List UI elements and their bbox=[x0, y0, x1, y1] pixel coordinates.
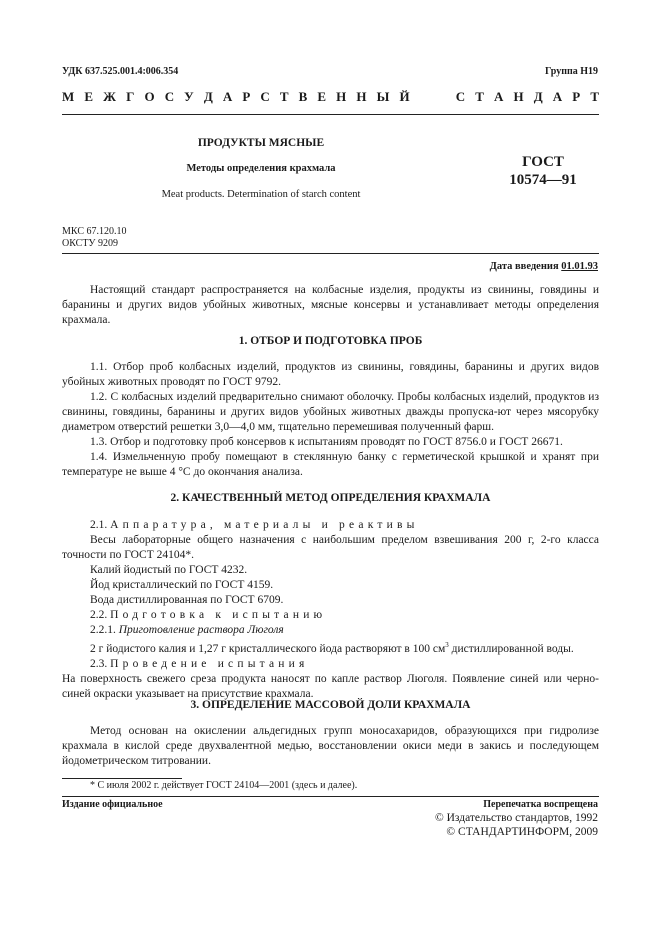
subsection-2-2 bbox=[62, 608, 599, 623]
subsection-2-1-number: 2.1. bbox=[90, 519, 108, 531]
mks-code: МКС 67.120.10 bbox=[62, 226, 127, 237]
para-2-3: На поверхность свежего среза продукта наносят по капле раствор Люголя. Появление синей или черно-синей окраски указывает на присутствие крахмала. bbox=[62, 672, 599, 700]
banner_right-letter: Т bbox=[590, 89, 599, 104]
banner_right-letter: С bbox=[455, 89, 466, 104]
gost-code: 10574—91 bbox=[509, 172, 577, 188]
para-3-1: Метод основан на окислении альдегидных групп моносахаридов, образующихся при гидролизе крахмала в кислой среде двухвалентной медью, восстановлении окиси меди в закись и последующем йодометрическом титровании. bbox=[62, 725, 599, 767]
banner_left-letter: С bbox=[260, 89, 270, 104]
section-2-body bbox=[62, 518, 599, 702]
subsection-2-3-title: Проведение испытания bbox=[110, 657, 309, 670]
para-2-1-iodine: Йод кристаллический по ГОСТ 4159. bbox=[90, 579, 274, 591]
copyright-publisher: © Издательство стандартов, 1992 bbox=[434, 812, 598, 824]
banner_left-letter: Д bbox=[203, 89, 213, 104]
banner_right-letter: А bbox=[552, 89, 563, 104]
banner_left-letter: Е bbox=[84, 89, 94, 104]
subsection-2-1 bbox=[62, 518, 599, 533]
banner_right-letter: Р bbox=[572, 89, 581, 104]
section-3-body bbox=[62, 724, 599, 769]
footnote: * С июля 2002 г. действует ГОСТ 24104—2001 (здесь и далее). bbox=[90, 780, 358, 791]
intro-date bbox=[490, 261, 598, 272]
section-3-heading: 3. ОПРЕДЕЛЕНИЕ МАССОВОЙ ДОЛИ КРАХМАЛА bbox=[190, 699, 471, 711]
banner_right-letter: А bbox=[494, 89, 504, 104]
banner_left-letter: Е bbox=[317, 89, 327, 104]
okstu-code: ОКСТУ 9209 bbox=[62, 238, 119, 249]
para-2-2-1-text-b: дистиллированной воды. bbox=[448, 642, 574, 655]
para-2-2-1-text-a: 2 г йодистого калия и 1,27 г кристаллического йода растворяют в 100 см bbox=[90, 642, 446, 655]
banner_left-letter: Н bbox=[356, 89, 367, 104]
reprint-notice: Перепечатка воспрещена bbox=[483, 799, 598, 810]
standard-banner bbox=[62, 89, 599, 107]
para-2-1-water: Вода дистиллированная по ГОСТ 6709. bbox=[90, 594, 284, 606]
subsection-2-3 bbox=[62, 657, 599, 672]
intro-date-label: Дата введения bbox=[489, 261, 559, 272]
banner_left-letter: В bbox=[298, 89, 308, 104]
banner_left-letter: Ж bbox=[103, 89, 116, 104]
para-1-1: 1.1. Отбор проб колбасных изделий, продуктов из свинины, говядины, баранины и других видов убойных животных проводят по ГОСТ 9792. bbox=[62, 361, 599, 388]
subsection-2-2-1-number: 2.2.1. bbox=[90, 624, 116, 636]
para-2-2-1-sup: 3 bbox=[445, 641, 449, 649]
para-2-1-kj: Калий йодистый по ГОСТ 4232. bbox=[90, 564, 248, 576]
gost-number bbox=[490, 153, 596, 189]
divider-top bbox=[62, 114, 599, 115]
subsection-2-2-1 bbox=[62, 623, 599, 638]
banner_left-letter: О bbox=[144, 89, 155, 104]
copyright-standartinform: © СТАНДАРТИНФОРМ, 2009 bbox=[446, 826, 598, 838]
banner-gap bbox=[420, 89, 446, 107]
udk-code: УДК 637.525.001.4:006.354 bbox=[62, 66, 179, 77]
subsection-2-2-title: Подготовка к испытанию bbox=[110, 609, 327, 621]
footnote-divider bbox=[62, 778, 182, 779]
banner_left-letter: Р bbox=[242, 89, 251, 104]
section-1-heading: 1. ОТБОР И ПОДГОТОВКА ПРОБ bbox=[238, 335, 423, 347]
banner_left-letter: У bbox=[184, 89, 194, 104]
document-subtitle: Методы определения крахмала bbox=[186, 163, 336, 174]
banner_left-letter: А bbox=[222, 89, 233, 104]
banner_right-letter: Д bbox=[533, 89, 543, 104]
para-2-2-1 bbox=[62, 638, 599, 657]
english-title: Meat products. Determination of starch content bbox=[161, 189, 361, 200]
classification-codes bbox=[62, 226, 126, 250]
banner_left-letter: М bbox=[62, 89, 75, 104]
subsection-2-2-1-title: Приготовление раствора Люголя bbox=[118, 624, 284, 636]
subsection-2-2-number: 2.2. bbox=[90, 609, 108, 621]
intro-date-value: 01.01.93 bbox=[561, 261, 598, 272]
section-1-body bbox=[62, 360, 599, 480]
banner_left-letter: Й bbox=[399, 89, 410, 104]
subsection-2-3-number: 2.3. bbox=[90, 657, 108, 670]
divider-bottom bbox=[62, 796, 599, 797]
subsection-2-1-title: Аппаратура, материалы и реактивы bbox=[110, 519, 419, 531]
banner_right-letter: Т bbox=[475, 89, 484, 104]
section-2-heading: 2. КАЧЕСТВЕННЫЙ МЕТОД ОПРЕДЕЛЕНИЯ КРАХМАЛА bbox=[170, 492, 491, 504]
banner_left-letter: Г bbox=[126, 89, 135, 104]
banner_left-letter: Ы bbox=[376, 89, 390, 104]
group-code: Группа Н19 bbox=[545, 66, 598, 77]
banner_left-letter: Т bbox=[279, 89, 289, 104]
para-1-2: 1.2. С колбасных изделий предварительно снимают оболочку. Пробы колбасных изделий, продуктов из свинины, говядины, баранины и других видов убойных животных дважды пропуска-ют через мясорубку диаметром отверстий решетки 3,0—4,0 мм, тщательно перемешивая полученный фарш. bbox=[62, 391, 599, 433]
banner_left-letter: Н bbox=[336, 89, 347, 104]
gost-label: ГОСТ bbox=[522, 154, 564, 170]
intro-text: Настоящий стандарт распространяется на колбасные изделия, продукты из свинины, говядины и баранины и других видов убойных животных, мясные консервы и устанавливает методы определения крахмала. bbox=[62, 284, 599, 326]
para-1-3: 1.3. Отбор и подготовку проб консервов к испытаниям проводят по ГОСТ 8756.0 и ГОСТ 26671. bbox=[90, 436, 563, 448]
para-1-4: 1.4. Измельченную пробу помещают в стеклянную банку с герметической крышкой и хранят при температуре не выше 4 °С до окончания анализа. bbox=[62, 451, 599, 478]
intro-paragraph bbox=[62, 283, 599, 328]
document-title: ПРОДУКТЫ МЯСНЫЕ bbox=[197, 137, 325, 149]
banner_right-letter: Н bbox=[513, 89, 524, 104]
edition-label: Издание официальное bbox=[62, 799, 163, 810]
para-2-1-scales: Весы лабораторные общего назначения с наибольшим пределом взвешивания 200 г, 2-го класса точности по ГОСТ 24104*. bbox=[62, 534, 599, 561]
banner_left-letter: С bbox=[164, 89, 175, 104]
divider-mid bbox=[62, 253, 599, 254]
